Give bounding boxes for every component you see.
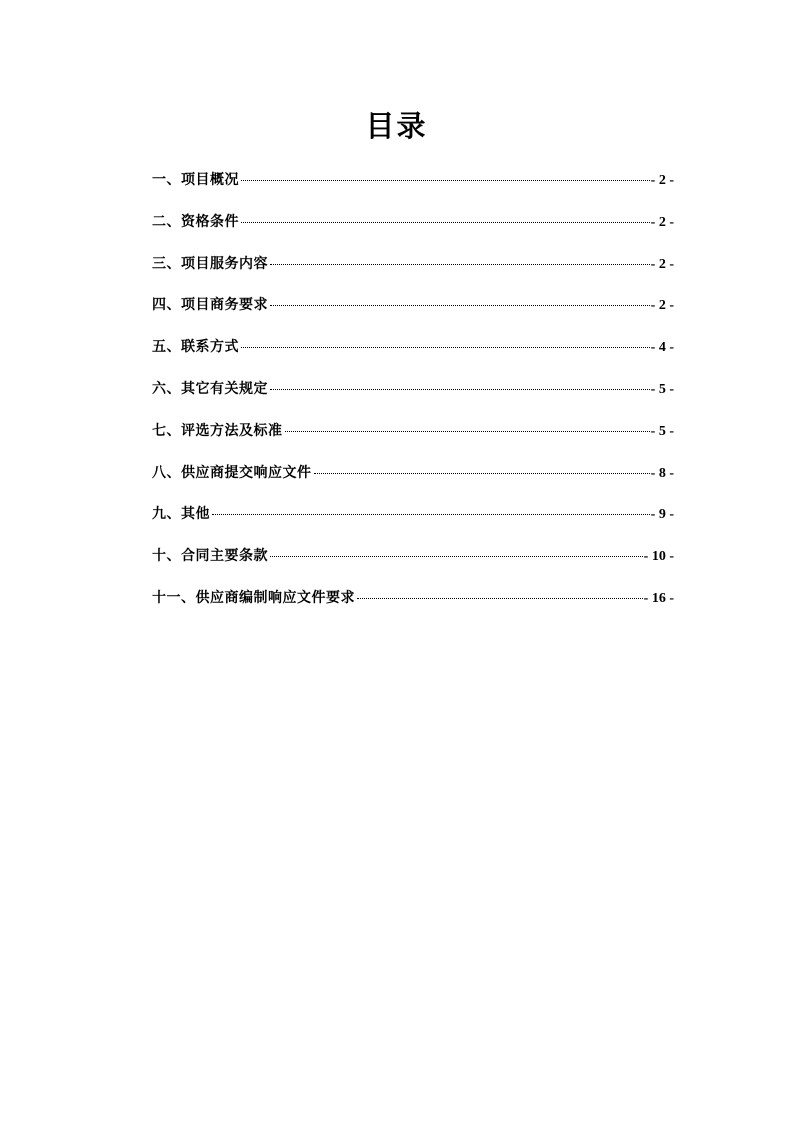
toc-entry-page: - 10 - [643,549,674,565]
toc-title: 目录 [365,109,428,143]
toc-entry-label: 九、其他 [152,506,210,523]
table-of-contents [152,166,674,626]
toc-entry-label: 七、评选方法及标准 [152,422,283,439]
toc-entry-page: - 2 - [650,173,674,188]
toc-entry-1[interactable] [152,166,674,208]
toc-entry-4[interactable] [152,291,674,333]
dot-leader [241,347,650,348]
toc-entry-label: 六、其它有关规定 [152,380,268,397]
toc-entry-page: - 16 - [643,590,674,606]
toc-entry-label: 三、项目服务内容 [152,255,268,272]
toc-entry-page: - 2 - [650,298,674,314]
toc-entry-9[interactable] [152,500,674,542]
toc-entry-5[interactable] [152,333,674,375]
toc-entry-label: 十、合同主要条款 [152,548,268,565]
toc-entry-6[interactable] [152,375,674,417]
toc-entry-page: - 5 - [650,381,674,397]
toc-entry-page: - 5 - [650,423,674,439]
toc-entry-page: - 2 - [650,256,674,272]
toc-entry-3[interactable] [152,250,674,292]
toc-entry-label: 八、供应商提交响应文件 [152,464,312,481]
dot-leader [314,473,650,474]
toc-entry-page: - 9 - [650,507,674,523]
dot-leader [270,305,650,306]
toc-entry-label: 五、联系方式 [152,339,239,356]
dot-leader [357,598,643,599]
dot-leader [241,180,650,181]
dot-leader [241,222,650,223]
toc-entry-11[interactable] [152,584,674,626]
toc-entry-label: 一、项目概况 [152,172,239,188]
dot-leader [270,389,650,390]
toc-entry-label: 十一、供应商编制响应文件要求 [152,589,355,606]
toc-entry-page: - 2 - [650,214,674,230]
toc-entry-2[interactable] [152,208,674,250]
toc-entry-label: 四、项目商务要求 [152,297,268,314]
toc-entry-7[interactable] [152,417,674,459]
dot-leader [270,264,650,265]
toc-entry-10[interactable] [152,542,674,584]
toc-entry-label: 二、资格条件 [152,213,239,230]
dot-leader [212,514,650,515]
toc-entry-page: - 8 - [650,465,674,481]
toc-entry-8[interactable] [152,459,674,501]
toc-entry-page: - 4 - [650,340,674,356]
dot-leader [285,431,650,432]
dot-leader [270,556,643,557]
